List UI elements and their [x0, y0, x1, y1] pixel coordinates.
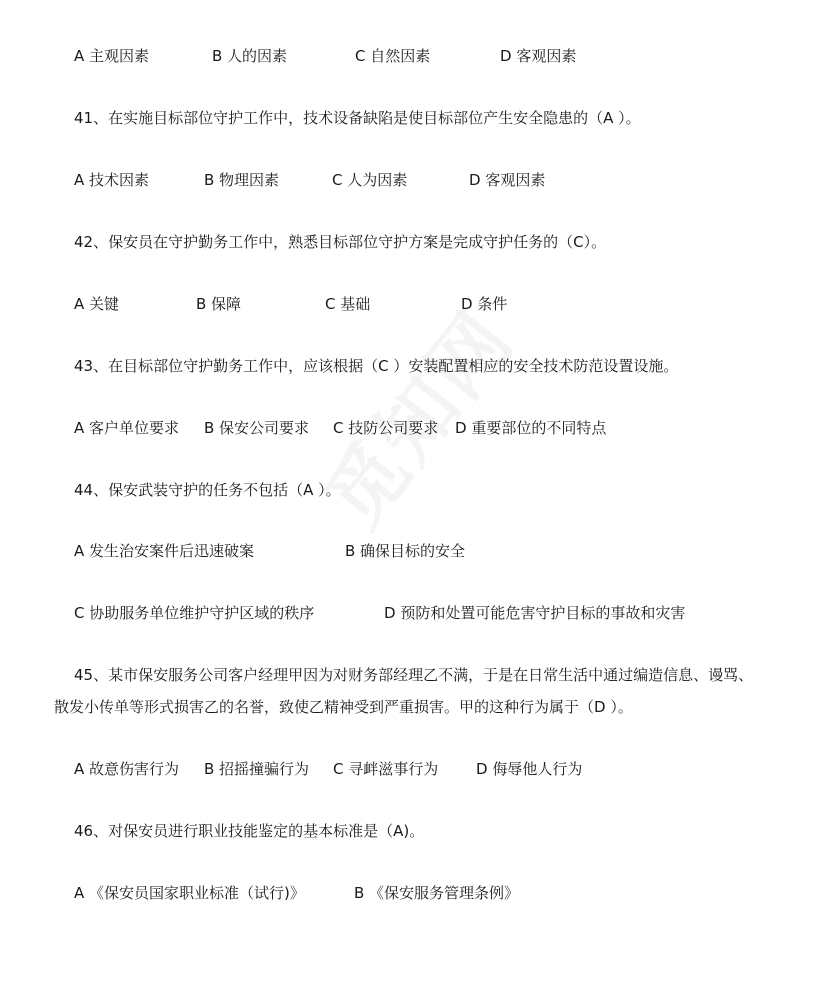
question-41: 41、在实施目标部位守护工作中，技术设备缺陷是使目标部位产生安全隐患的（A ）。 — [74, 109, 641, 127]
options-row — [0, 541, 830, 561]
options-row — [0, 759, 830, 779]
option-b: B 保安公司要求 — [204, 419, 310, 437]
options-row — [0, 603, 830, 623]
options-row — [0, 418, 830, 438]
question-46: 46、对保安员进行职业技能鉴定的基本标准是（A)。 — [74, 822, 425, 840]
option-d: D 客观因素 — [500, 47, 577, 65]
option-d: D 条件 — [461, 295, 508, 313]
option-c: C 自然因素 — [355, 47, 431, 65]
option-b: B 确保目标的安全 — [345, 542, 466, 560]
options-row — [0, 294, 830, 314]
option-d: D 侮辱他人行为 — [476, 760, 583, 778]
options-row — [0, 46, 830, 66]
option-c: C 人为因素 — [332, 171, 408, 189]
options-row — [0, 883, 830, 903]
option-b: B 保障 — [196, 295, 242, 313]
question-45-line-2: 散发小传单等形式损害乙的名誉，致使乙精神受到严重损害。甲的这种行为属于（D ）。 — [54, 698, 633, 716]
option-b: B 《保安服务管理条例》 — [354, 884, 520, 902]
option-b: B 物理因素 — [204, 171, 280, 189]
question-44: 44、保安武装守护的任务不包括（A ）。 — [74, 481, 341, 499]
option-d: D 预防和处置可能危害守护目标的事故和灾害 — [384, 604, 686, 622]
option-c: C 技防公司要求 — [333, 419, 439, 437]
option-c: C 寻衅滋事行为 — [333, 760, 439, 778]
option-a: A 《保安员国家职业标准（试行)》 — [74, 884, 305, 902]
question-45-line-1: 45、某市保安服务公司客户经理甲因为对财务部经理乙不满，于是在日常生活中通过编造信息、谩骂、 — [74, 666, 754, 684]
option-b: B 招摇撞骗行为 — [204, 760, 310, 778]
option-d: D 客观因素 — [469, 171, 546, 189]
option-b: B 人的因素 — [212, 47, 288, 65]
option-d: D 重要部位的不同特点 — [455, 419, 607, 437]
options-row — [0, 170, 830, 190]
option-c: C 基础 — [325, 295, 371, 313]
question-42: 42、保安员在守护勤务工作中，熟悉目标部位守护方案是完成守护任务的（C）。 — [74, 233, 607, 251]
option-a: A 客户单位要求 — [74, 419, 180, 437]
question-43: 43、在目标部位守护勤务工作中，应该根据（C ）安装配置相应的安全技术防范设置设施。 — [74, 357, 679, 375]
option-a: A 发生治安案件后迅速破案 — [74, 542, 255, 560]
option-a: A 主观因素 — [74, 47, 150, 65]
option-a: A 技术因素 — [74, 171, 150, 189]
option-a: A 关键 — [74, 295, 120, 313]
option-c: C 协助服务单位维护守护区域的秩序 — [74, 604, 315, 622]
option-a: A 故意伤害行为 — [74, 760, 180, 778]
